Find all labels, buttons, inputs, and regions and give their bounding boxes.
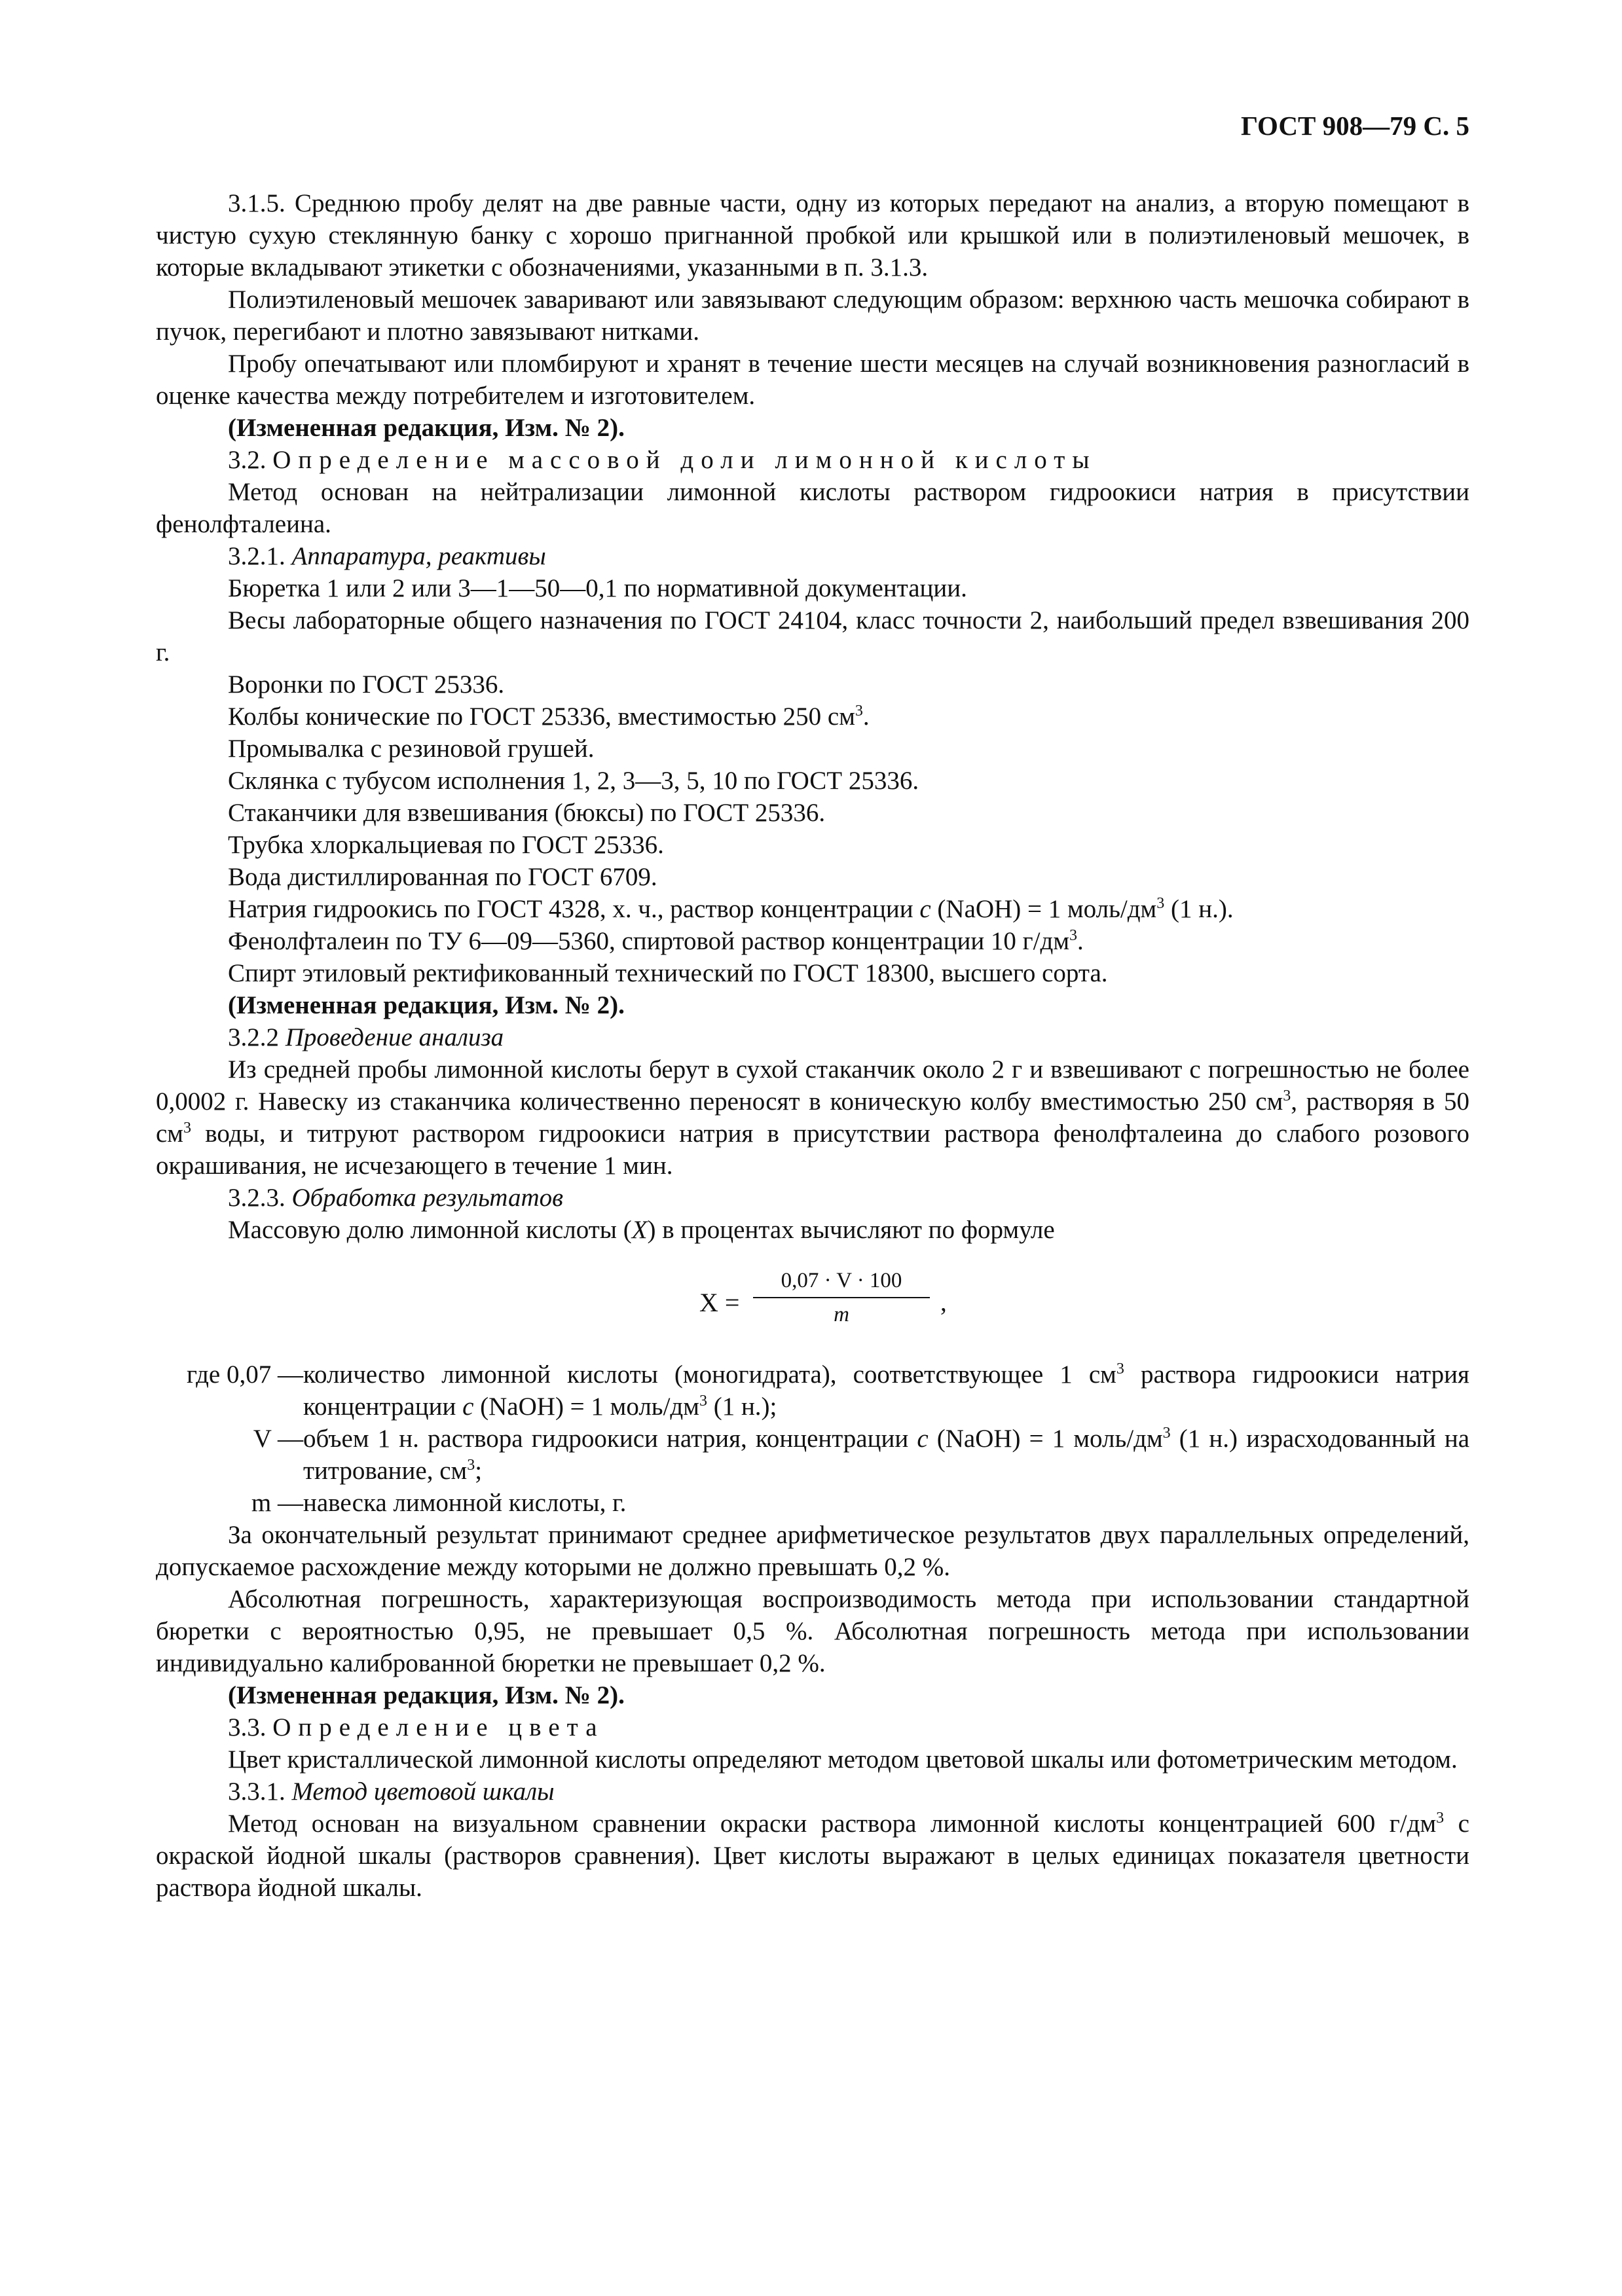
reagent-item [156,701,1469,733]
section-heading [156,444,1469,476]
reagent-item: Стаканчики для взвешивания (бюксы) по ГОСТ 25336. [228,799,826,827]
fraction-bar [753,1297,930,1298]
superscript: 3 [1156,895,1165,912]
text-span: (1 н.); [707,1393,777,1421]
subsection-title: Обработка результатов [291,1184,564,1212]
variable: с [462,1393,474,1421]
text-span: с окраской йодной шкалы (растворов сравнения). Цвет кислоты выражают в целых единицах показателя цветности раствора йодной шкалы. [156,1810,1469,1902]
section-title: Определение массовой доли лимонной кислоты [272,446,1097,474]
formula-legend [156,1358,1469,1519]
subsection-number: 3.2.1. [228,542,286,570]
reagent-item: Воронки по ГОСТ 25336. [228,670,505,699]
superscript: 3 [1283,1087,1291,1104]
subsection-heading [156,540,1469,572]
paragraph: 3.1.5. Среднюю пробу делят на две равные части, одну из которых передают на анализ, а вторую помещают в чистую сухую стеклянную банку с хорошо пригнанной пробкой или крышкой или в полиэтиленовый мешочек, в которые вкладывают этикетки с обозначениями, указанными в п. 3.1.3. [156,189,1469,282]
formula-fraction [753,1267,930,1328]
variable: с [919,895,931,923]
text-span: Из средней пробы лимонной кислоты берут в сухой стаканчик около 2 г и взвешивают с погрешностью не более 0,0002 г. Навеску из стаканчика количественно переносят в коническую колбу вместимостью 250 см [156,1055,1469,1116]
paragraph [156,1214,1469,1246]
formula-denominator: m [834,1303,849,1326]
text-span: ) в процентах вычисляют по формуле [647,1216,1055,1244]
subsection-number: 3.2.2 [228,1023,279,1051]
reagent-item: Весы лабораторные общего назначения по ГОСТ 24104, класс точности 2, наибольший предел взвешивания 200 г. [156,606,1469,666]
subsection-title: Проведение анализа [285,1023,504,1051]
amendment-note: (Измененная редакция, Изм. № 2). [228,1681,625,1709]
reagent-item: Спирт этиловый ректификованный технический по ГОСТ 18300, высшего сорта. [228,959,1108,987]
amendment-note: (Измененная редакция, Изм. № 2). [228,414,625,442]
legend-term: где 0,07 — [187,1360,303,1389]
text-span: Фенолфталеин по ТУ 6—09—5360, спиртовой раствор концентрации 10 г/дм [228,927,1070,955]
text-span: , растворяя в 50 см [156,1087,1469,1148]
variable: X [631,1216,648,1244]
reagent-item: Бюретка 1 или 2 или 3—1—50—0,1 по нормативной документации. [228,574,967,602]
legend-term: m — [251,1489,303,1517]
formula-lhs: X = [699,1288,740,1317]
formula-numerator: 0,07 · V · 100 [781,1269,902,1292]
formula-comma: , [940,1288,947,1317]
text-span: (NaOH) = 1 моль/дм [928,1425,1163,1453]
text-span: Массовую долю лимонной кислоты ( [228,1216,632,1244]
legend-desc [303,1358,1469,1423]
superscript: 3 [1162,1425,1171,1442]
reagent-item: Склянка с тубусом исполнения 1, 2, 3—3, 5, 10 по ГОСТ 25336. [228,767,919,795]
text-span: раствора гидроокиси натрия концентрации [303,1360,1469,1421]
paragraph: Полиэтиленовый мешочек заваривают или завязывают следующим образом: верхнюю часть мешочка собирают в пучок, перегибают и плотно завязывают нитками. [156,285,1469,346]
subsection-number: 3.3.1. [228,1777,286,1806]
subsection-title: Метод цветовой шкалы [291,1777,555,1806]
text-span: Колбы конические по ГОСТ 25336, вместимостью 250 см [228,702,855,731]
variable: с [917,1425,929,1453]
document-body [156,187,1469,1904]
subsection-title: Аппаратура, реактивы [291,542,546,570]
reagent-item [156,925,1469,957]
paragraph [156,1808,1469,1904]
legend-item [156,1423,1469,1487]
text-span: (NaOH) = 1 моль/дм [473,1393,699,1421]
legend-item [156,1487,1469,1519]
superscript: 3 [1069,927,1078,944]
text-span: Натрия гидроокись по ГОСТ 4328, х. ч., раствор концентрации [228,895,920,923]
superscript: 3 [467,1457,475,1474]
paragraph [156,1053,1469,1182]
text-span: количество лимонной кислоты (моногидрата), соответствующее 1 см [303,1360,1116,1389]
superscript: 3 [699,1393,707,1410]
reagent-item [156,893,1469,925]
section-number: 3.3. [228,1713,267,1741]
text-span: . [1077,927,1084,955]
superscript: 3 [183,1120,191,1137]
subsection-heading [156,1021,1469,1053]
text-span: (1 н.). [1164,895,1234,923]
legend-desc [303,1423,1469,1487]
section-number: 3.2. [228,446,267,474]
amendment-note: (Измененная редакция, Изм. № 2). [228,991,625,1019]
superscript: 3 [1436,1810,1445,1827]
superscript: 3 [855,702,863,720]
subsection-number: 3.2.3. [228,1184,286,1212]
formula [156,1254,1469,1352]
legend-desc: навеска лимонной кислоты, г. [303,1489,627,1517]
text-span: объем 1 н. раствора гидроокиси натрия, концентрации [303,1425,917,1453]
paragraph: За окончательный результат принимают среднее арифметическое результатов двух параллельных определений, допускаемое расхождение между которыми не должно превышать 0,2 %. [156,1521,1469,1581]
text-span: воды, и титруют раствором гидроокиси натрия в присутствии раствора фенолфталеина до слабого розового окрашивания, не исчезающего в течение 1 мин. [156,1120,1469,1180]
page-header: ГОСТ 908—79 С. 5 [1240,111,1469,141]
text-span: ; [475,1457,483,1485]
paragraph: Пробу опечатывают или пломбируют и хранят в течение шести месяцев на случай возникновения разногласий в оценке качества между потребителем и изготовителем. [156,350,1469,410]
subsection-heading [156,1776,1469,1808]
paragraph: Абсолютная погрешность, характеризующая воспроизводимость метода при использовании стандартной бюретки с вероятностью 0,95, не превышает 0,5 %. Абсолютная погрешность метода при использовании индивидуально калиброванной бюретки не превышает 0,2 %. [156,1585,1469,1677]
text-span: (1 н.) израсходованный на титрование, см [303,1425,1469,1485]
section-heading [156,1711,1469,1743]
text-span: . [862,702,870,731]
paragraph: Цвет кристаллической лимонной кислоты определяют методом цветовой шкалы или фотометрическим методом. [228,1745,1458,1774]
superscript: 3 [1116,1360,1124,1377]
reagent-item: Трубка хлоркальциевая по ГОСТ 25336. [228,831,664,859]
reagent-item: Промывалка с резиновой грушей. [228,735,595,763]
legend-term: V — [253,1425,303,1453]
legend-item [156,1358,1469,1423]
text-span: Метод основан на визуальном сравнении окраски раствора лимонной кислоты концентрацией 600 г/дм [228,1810,1437,1838]
paragraph: Метод основан на нейтрализации лимонной кислоты раствором гидроокиси натрия в присутствии фенолфталеина. [156,478,1469,538]
reagent-item: Вода дистиллированная по ГОСТ 6709. [228,863,657,891]
section-title: Определение цвета [272,1713,604,1741]
subsection-heading [156,1182,1469,1214]
text-span: (NaOH) = 1 моль/дм [931,895,1157,923]
